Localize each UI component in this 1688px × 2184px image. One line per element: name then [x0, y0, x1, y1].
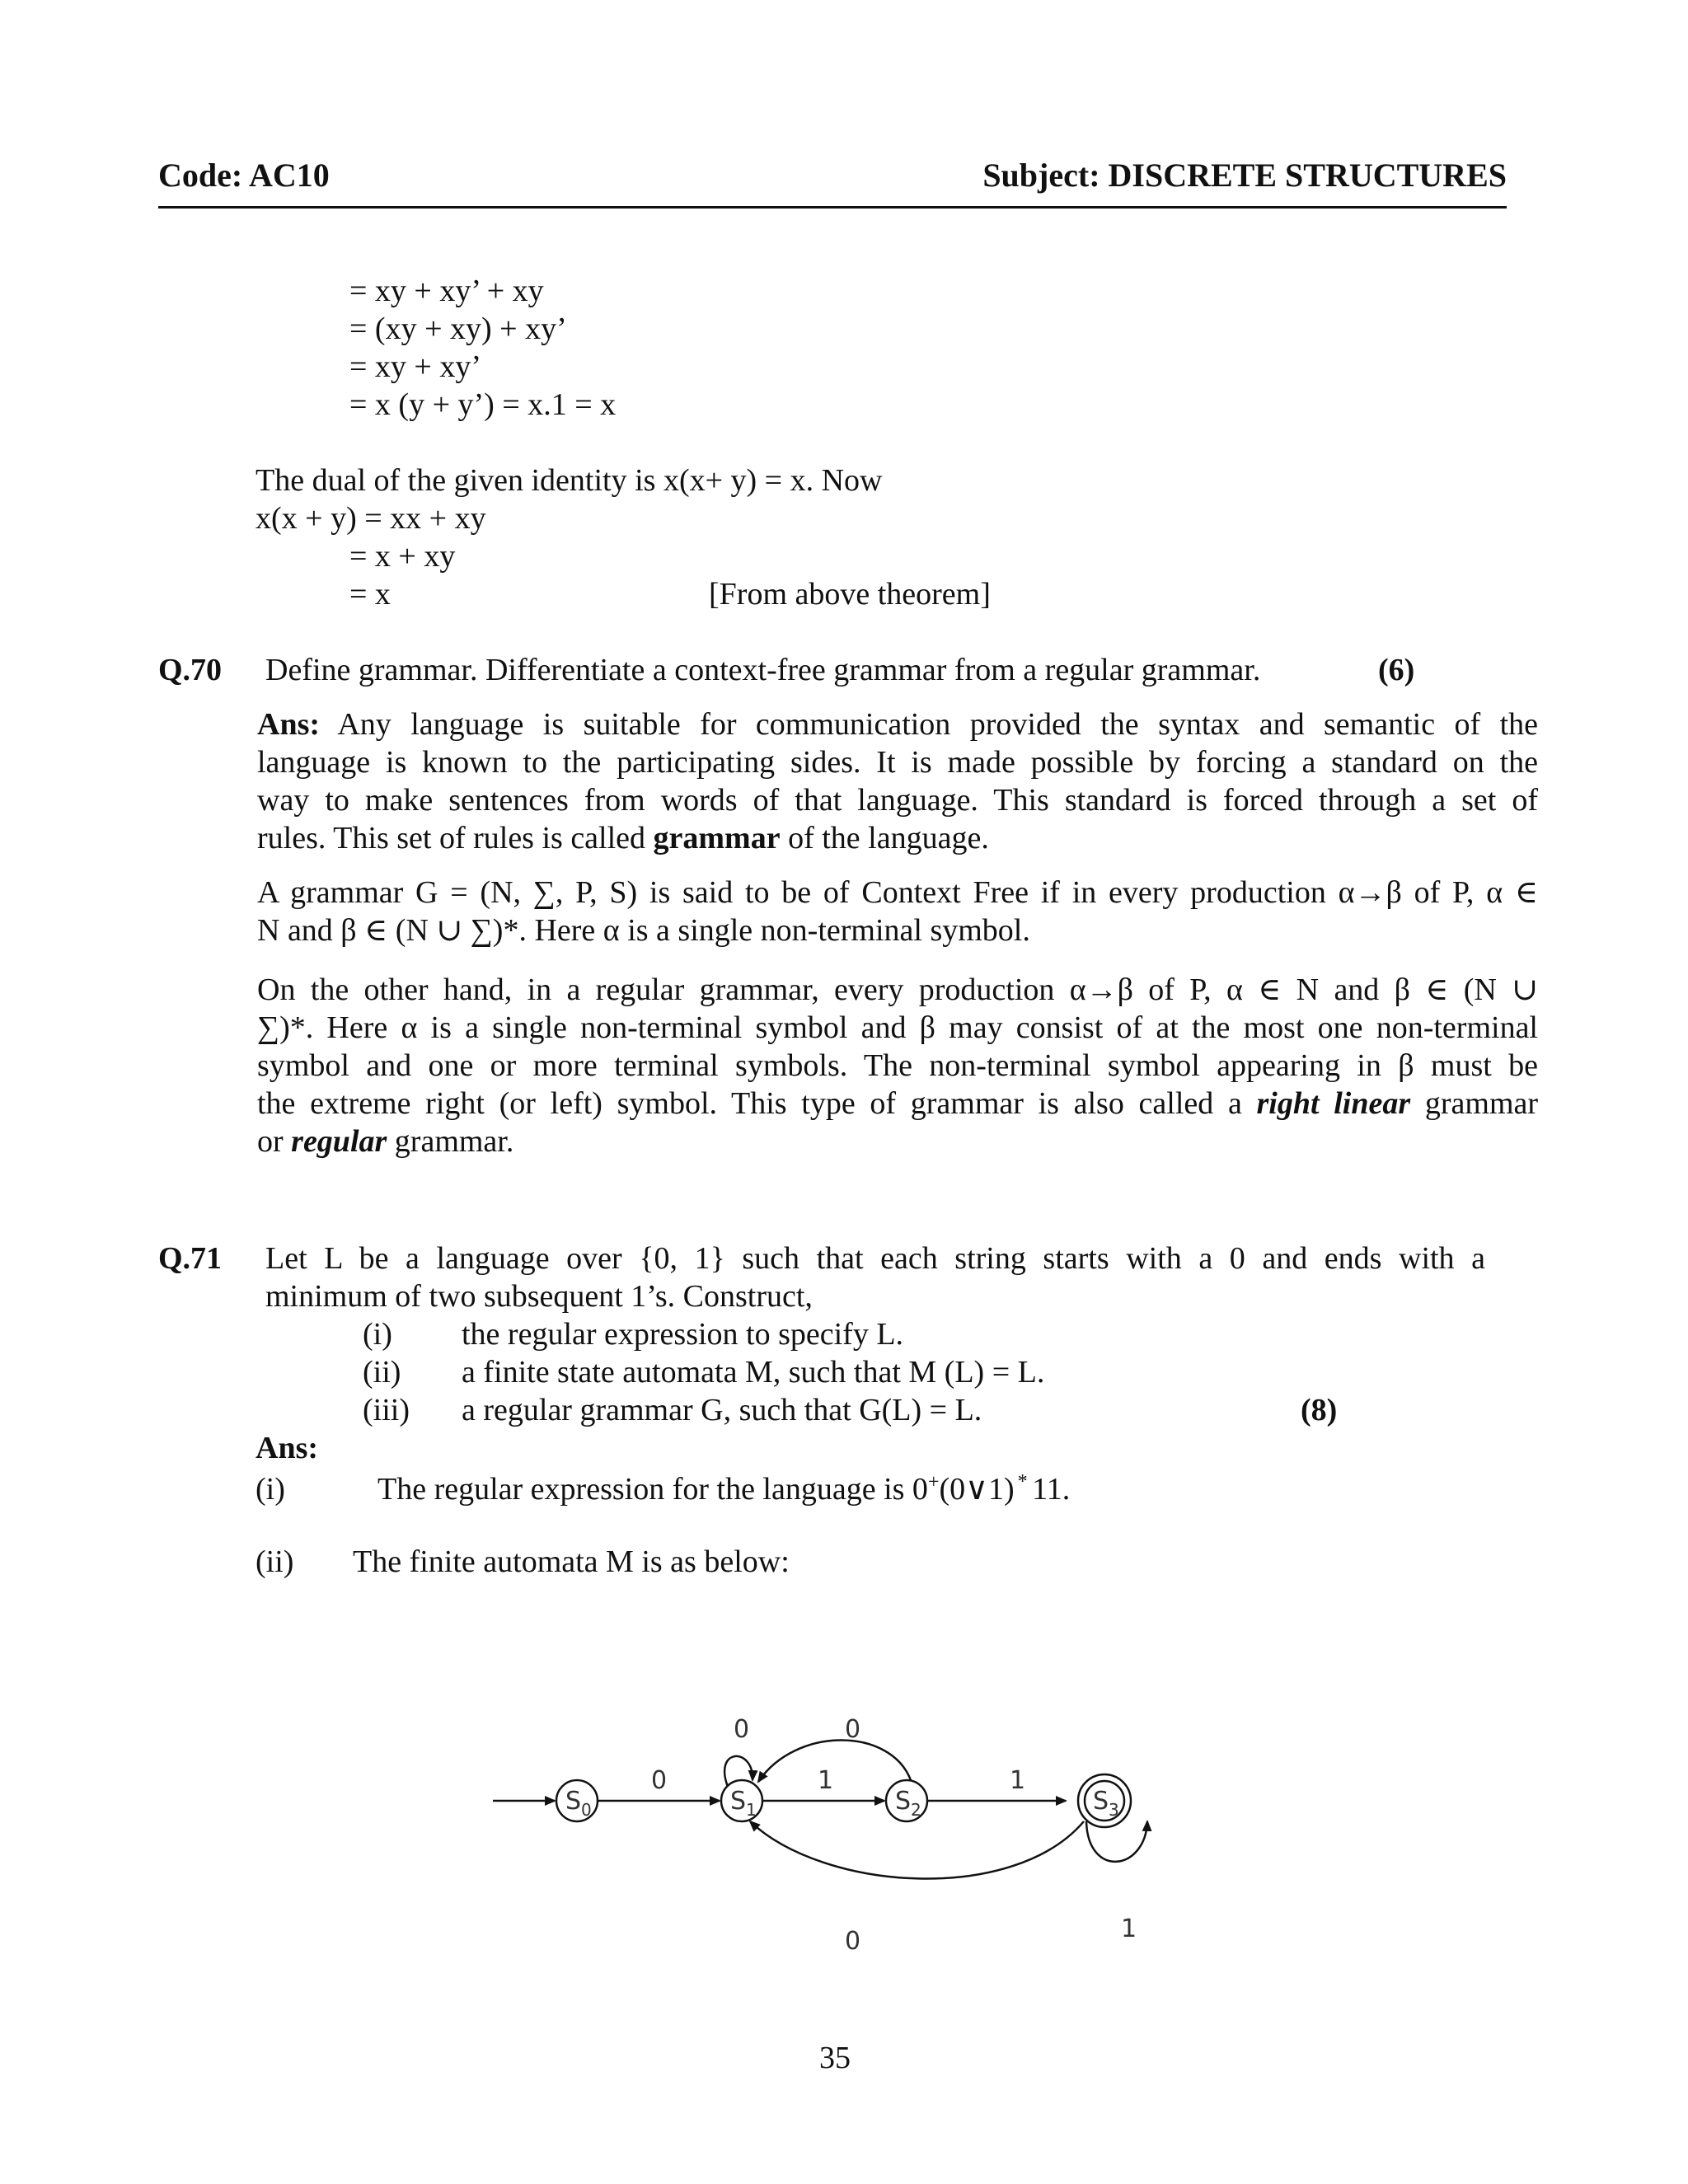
- answer-text: rules. This set of rules is called: [257, 821, 646, 855]
- dual-line: x(x + y) = xx + xy: [256, 501, 486, 536]
- page-number: 35: [819, 2041, 851, 2075]
- question-number: Q.70: [158, 653, 223, 687]
- state-label-s2: $S_2$: [895, 1787, 921, 1820]
- header-rule: [158, 206, 1507, 209]
- answer-text: of the language.: [788, 821, 989, 855]
- answer-paragraph-1: [257, 705, 1538, 857]
- subject-label: Subject: DISCRETE STRUCTURES: [982, 157, 1507, 194]
- question-marks: (6): [1378, 653, 1415, 687]
- dual-reason: [From above theorem]: [709, 577, 991, 612]
- answer-paragraph-3: [257, 971, 1538, 1160]
- item-text: a finite state automata M, such that M (L) = L.: [462, 1355, 1045, 1390]
- transition-s3-s1: [750, 1821, 1084, 1878]
- answer-text: N and β ∈ (N ∪ ∑)*. Here α is a single non-terminal symbol.: [257, 913, 1030, 948]
- item-text: the regular expression to specify L.: [462, 1317, 904, 1352]
- answer-text: Any language is suitable for communication provided the syntax and semantic of the: [337, 707, 1538, 742]
- transition-s3-self: [1086, 1821, 1147, 1862]
- regex-answer: The regular expression for the language is 0+(0∨1) * 11.: [377, 1471, 1071, 1507]
- automaton-diagram: [478, 1690, 1187, 1970]
- term-regular: regular: [291, 1124, 387, 1159]
- term-right-linear: right linear: [1256, 1086, 1411, 1121]
- answer-item-number: (ii): [256, 1544, 294, 1579]
- term-grammar: grammar: [653, 821, 781, 855]
- state-label-s0: $S_0$: [565, 1787, 592, 1820]
- state-label-s1: $S_1$: [730, 1787, 757, 1820]
- question-text: Define grammar. Differentiate a context-free grammar from a regular grammar.: [265, 653, 1261, 687]
- edge-label-s3-s1: 0: [845, 1927, 861, 1956]
- answer-text: language is known to the participating sides. It is made possible by forcing a standard on the: [257, 745, 1538, 780]
- dual-line: = x + xy: [349, 539, 456, 574]
- question-text: minimum of two subsequent 1’s. Construct,: [265, 1279, 813, 1314]
- item-number: (iii): [363, 1393, 410, 1427]
- derivation-line: = x (y + y’) = x.1 = x: [349, 387, 617, 422]
- edge-label-s1-s2: 1: [818, 1766, 834, 1795]
- answer-text: way to make sentences from words of that language. This standard is forced through a set of: [257, 783, 1538, 818]
- item-number: (i): [363, 1317, 392, 1352]
- derivation-line: = xy + xy’ + xy: [349, 274, 544, 308]
- dual-line: The dual of the given identity is x(x+ y) = x. Now: [256, 463, 883, 498]
- edge-label-s3-self: 1: [1121, 1915, 1137, 1943]
- answer-paragraph-2: [257, 874, 1538, 949]
- derivation-line: = xy + xy’: [349, 349, 482, 384]
- item-number: (ii): [363, 1355, 401, 1390]
- dual-line: = x: [349, 577, 391, 612]
- answer-label: Ans:: [256, 1431, 319, 1465]
- transition-s2-s1: [758, 1740, 911, 1782]
- state-label-s3: $S_3$: [1093, 1787, 1119, 1820]
- answer-text: or: [257, 1124, 284, 1159]
- answer-text: grammar.: [394, 1124, 514, 1159]
- question-number: Q.71: [158, 1241, 223, 1276]
- edge-label-s2-s1: 0: [845, 1715, 861, 1744]
- edge-label-s2-s3: 1: [1010, 1766, 1026, 1795]
- answer-item-number: (i): [256, 1472, 285, 1507]
- answer-text: On the other hand, in a regular grammar, every production α→β of P, α ∈ N and β ∈ (N ∪: [257, 972, 1538, 1007]
- edge-label-s1-self: 0: [734, 1715, 750, 1744]
- answer-text: the extreme right (or left) symbol. This type of grammar is also called a: [257, 1086, 1242, 1121]
- code-label: Code: AC10: [158, 157, 330, 194]
- question-marks: (8): [1301, 1393, 1338, 1427]
- answer-label: Ans:: [257, 707, 321, 742]
- answer-text: symbol and one or more terminal symbols. The non-terminal symbol appearing in β must be: [257, 1048, 1538, 1083]
- question-text: Let L be a language over {0, 1} such that each string starts with a 0 and ends with a: [265, 1241, 1485, 1276]
- derivation-line: = (xy + xy) + xy’: [349, 312, 567, 346]
- answer-text: grammar: [1424, 1086, 1539, 1121]
- answer-item-text: The finite automata M is as below:: [353, 1544, 790, 1579]
- edge-label-s0-s1: 0: [651, 1766, 668, 1795]
- answer-text: ∑)*. Here α is a single non-terminal symbol and β may consist of at the most one non-terminal: [257, 1010, 1538, 1045]
- item-text: a regular grammar G, such that G(L) = L.: [462, 1393, 982, 1427]
- answer-text: A grammar G = (N, ∑, P, S) is said to be of Context Free if in every production α→β of P, α ∈: [257, 875, 1538, 910]
